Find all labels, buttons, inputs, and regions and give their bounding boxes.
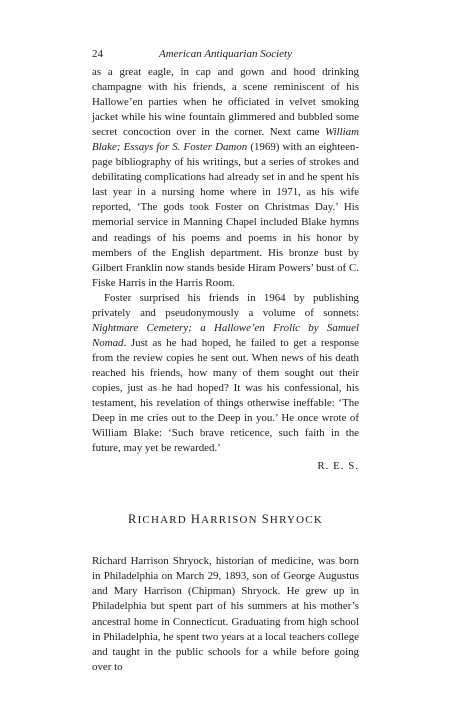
section-heading: RICHARD HARRISON SHRYOCK xyxy=(128,512,323,527)
body-text-run: as a great eagle, in cap and gown and hood drinking champagne with his friends, a scene reminiscent of his Hallowe’en parties when he officiated in velvet smoking jacket while his wine fountain glimmered and bubbled some secret concoction over in the corner. Next came xyxy=(92,66,359,139)
foster-paragraph-1 xyxy=(92,65,359,291)
foster-paragraph-2 xyxy=(92,291,359,457)
body-text xyxy=(92,65,359,675)
body-text-run: (1969) with an eighteen-page bibliography of his writings, but a series of strokes and debilitating complications had already set in and he spent his last year in a nursing home where in 1971, as his wife reported, ‘The gods took Foster on Christmas Day.’ His memorial service in Manning Chapel included Blake hymns and readings of his poems and poems in his honor by members of the English department. His bronze bust by Gilbert Franklin now stands beside Hiram Powers’ bust of C. Fiske Harris in the Harris Room. xyxy=(92,141,359,289)
page-header xyxy=(92,48,359,62)
italic-title-text: Nightmare Cemetery; a Hallowe’en Frolic by Samuel Nomad xyxy=(92,321,359,349)
body-text-run: Foster surprised his friends in 1964 by publishing privately and pseudonymously a volume of sonnets: xyxy=(92,291,359,319)
italic-title-text: William Blake; Essays for S. Foster Damon xyxy=(92,126,359,154)
body-text-run: . Just as he had hoped, he failed to get a response from the review copies he sent out. When news of his death reached his friends, how many of them sought out their copies, just as he had hoped? It was his confessional, his testament, his revelation of things otherwise ineffable: ‘The Deep in me cries out to the Deep in you.’ He once wrote of William Blake: ‘Such brave reticence, such faith in the future, may yet be rewarded.’ xyxy=(92,336,359,455)
running-title: American Antiquarian Society xyxy=(159,48,292,60)
page-number: 24 xyxy=(92,48,103,60)
author-initials: R. E. S. xyxy=(317,460,359,473)
shryock-paragraph: Richard Harrison Shryock, historian of medicine, was born in Philadelphia on March 29, 1893, son of George Augustus and Mary Harrison (Chipman) Shryock. He grew up in Philadelphia but spent part of his summers at his mother’s ancestral home in Connecticut. Graduating from high school in Philadelphia, he spent two years at a local teachers college and taught in the public schools for a while before going over to xyxy=(92,555,359,673)
